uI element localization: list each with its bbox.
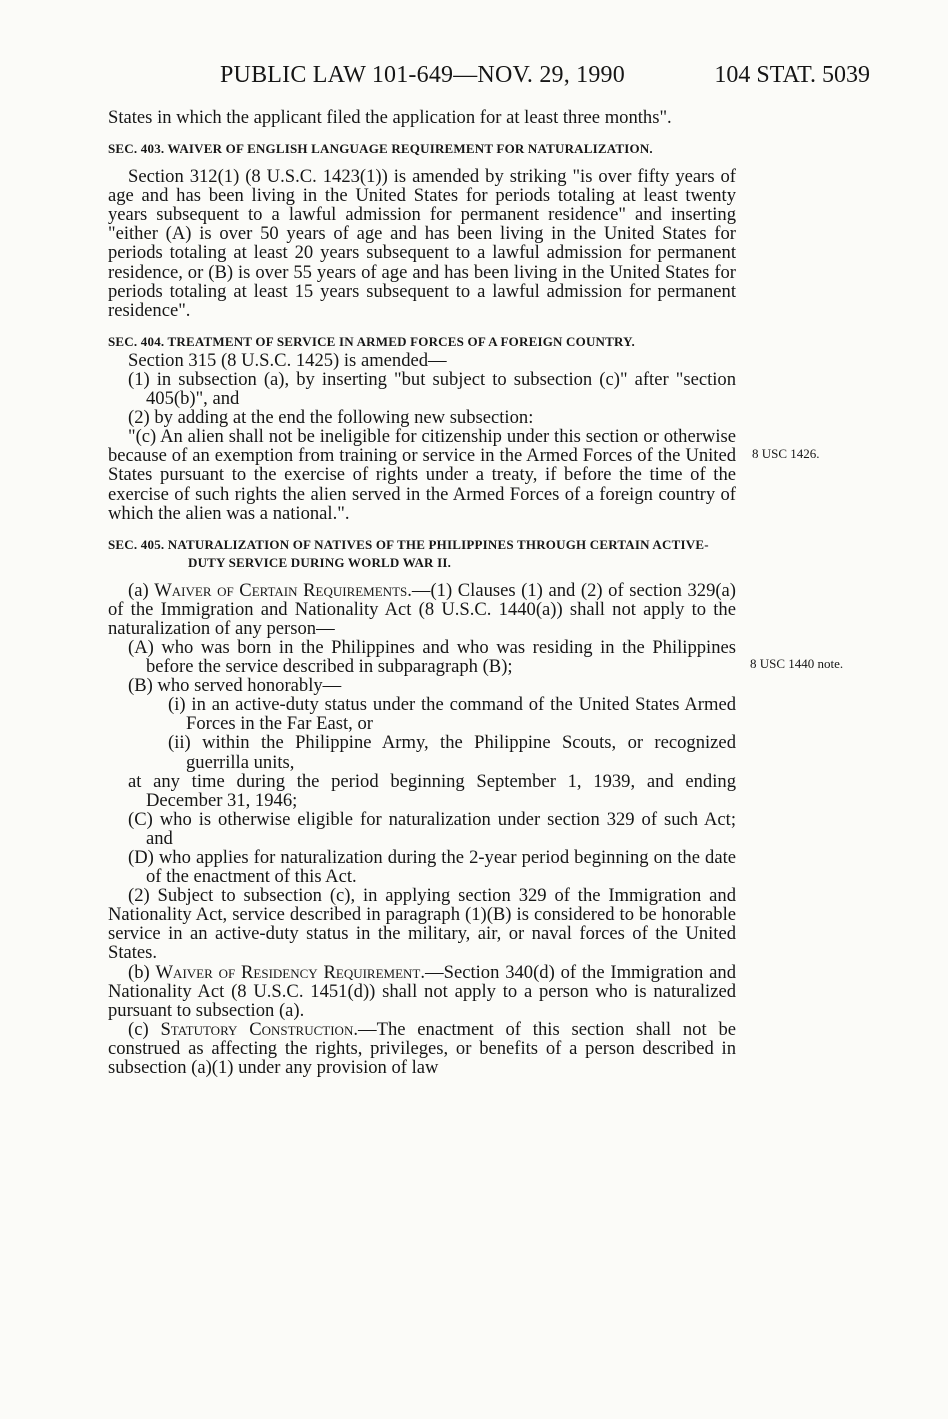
section-405-item-D: (D) who applies for naturalization during the 2-year period beginning on the date of the enactment of this Act. [128,847,736,888]
section-405-subsection-c [108,1020,736,1077]
subsection-a-heading: Waiver of Certain Requirements. [154,579,412,601]
section-405-item-ii: (ii) within the Philippine Army, the Philippine Scouts, or recognized guerrilla units, [168,732,736,773]
subsection-a-text: —(1) Clauses (1) and (2) of section 329(a) of the Immigration and Nationality Act (8 U.S.C. 1440(a)) shall not apply to the naturalization of any person— [108,579,736,639]
section-404-heading: SEC. 404. TREATMENT OF SERVICE IN ARMED FORCES OF A FOREIGN COUNTRY. [108,333,635,349]
subsection-c-heading: Statutory Construction. [160,1018,358,1040]
paragraph-continuation: States in which the applicant filed the application for at least three months". [108,107,672,128]
section-405-item-B: (B) who served honorably— [128,675,342,697]
header-page-number: 104 STAT. 5039 [714,62,870,88]
subsection-c-text: —The enactment of this section shall not be construed as affecting the rights, privileges, or benefits of a person described in subsection (a)(1) under any provision of law [108,1018,736,1079]
section-403-heading: SEC. 403. WAIVER OF ENGLISH LANGUAGE REQUIREMENT FOR NATURALIZATION. [108,141,653,157]
section-403-text: Section 312(1) (8 U.S.C. 1423(1)) is amended by striking "is over fifty years of age and has been living in the United States for periods totaling at least twenty years subsequent to a lawful admission for permanent residence" and inserting "either (A) is over 50 years of age and has been living in the United States for periods totaling at least 20 years subsequent to a lawful admission for permanent residence, or (B) is over 55 years of age and has been living in the United States for periods totaling at least 15 years subsequent to a lawful admission for permanent residence". [108,166,736,321]
section-405-item-i: (i) in an active-duty status under the command of the United States Armed Forces in the Far East, or [168,694,736,735]
subsection-b-heading: Waiver of Residency Requirement. [155,961,426,983]
section-405-period-clause: at any time during the period beginning September 1, 1939, and ending December 31, 1946; [128,770,736,811]
section-405-item-C: (C) who is otherwise eligible for naturalization under section 329 of such Act; and [128,808,736,849]
section-405-paragraph-2: (2) Subject to subsection (c), in applying section 329 of the Immigration and Nationality Act, service described in paragraph (1)(B) is considered to be honorable service in an active-duty status in the military, air, or naval forces of the United States. [108,885,736,964]
section-404-intro: Section 315 (8 U.S.C. 1425) is amended— [128,349,447,371]
section-404-item-1: (1) in subsection (a), by inserting "but subject to subsection (c)" after "section 405(b)", and [128,368,736,410]
subsection-a-label: (a) [128,579,155,601]
section-404-quoted-subsection: "(c) An alien shall not be ineligible for citizenship under this section or otherwise because of an exemption from training or service in the Armed Forces of the United States pursuant to the exercise of rights under a treaty, if before the time of the exercise of such rights the alien served in the Armed Forces of a foreign country of which the alien was a national.". [108,426,736,524]
section-405-subsection-b [108,963,736,1020]
section-405-item-A: (A) who was born in the Philippines and who was residing in the Philippines before the service described in subparagraph (B); [128,636,736,678]
page-header [220,62,870,92]
document-body [108,108,736,1077]
subsection-b-text: —Section 340(d) of the Immigration and Nationality Act (8 U.S.C. 1451(d)) shall not apply to a person who is naturalized pursuant to subsection (a). [108,961,737,1021]
subsection-b-label: (b) [128,961,156,983]
header-title: PUBLIC LAW 101-649—NOV. 29, 1990 [220,62,625,88]
margin-note-usc-1426: 8 USC 1426. [752,446,820,461]
subsection-c-label: (c) [128,1018,161,1040]
section-405-heading: SEC. 405. NATURALIZATION OF NATIVES OF THE PHILIPPINES THROUGH CERTAIN ACTIVE-DUTY SERVICE DURING WORLD WAR II. [108,536,709,570]
section-405-subsection-a [108,581,736,638]
section-404-item-2: (2) by adding at the end the following new subsection: [128,407,534,429]
margin-note-usc-1440: 8 USC 1440 note. [750,656,844,671]
